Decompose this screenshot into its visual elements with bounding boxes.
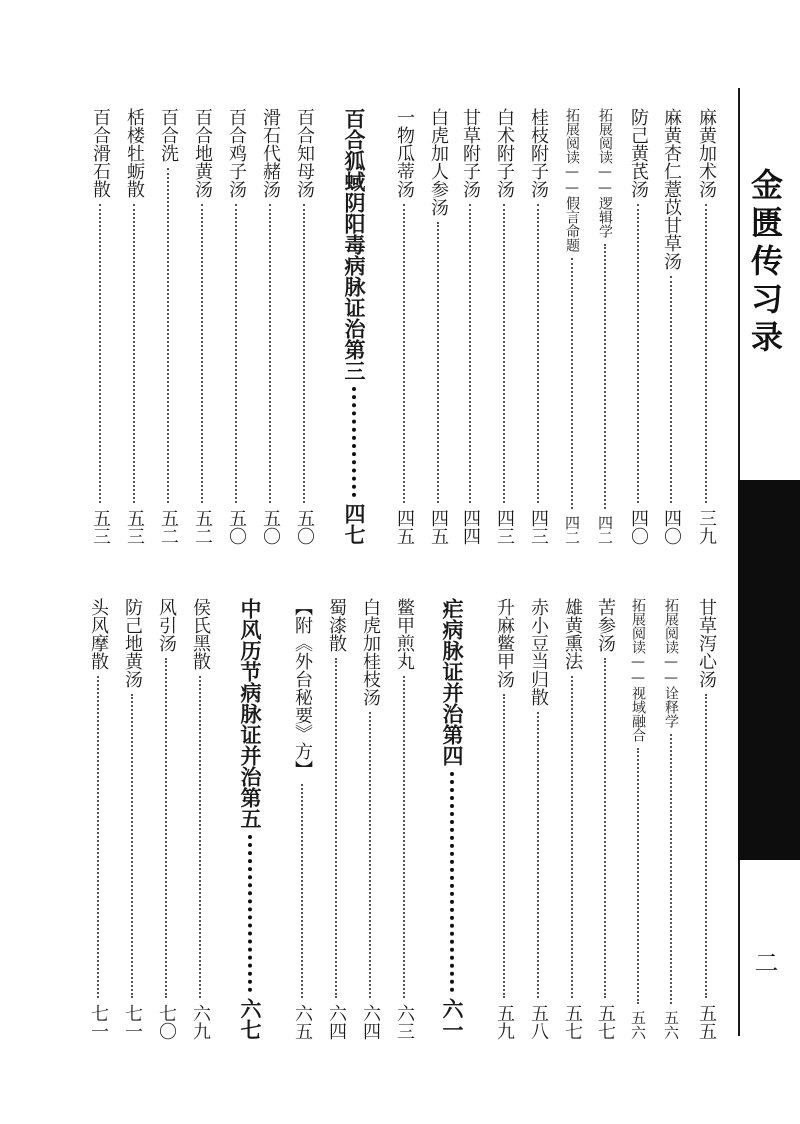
book-title: 金匮传习录	[746, 168, 784, 358]
toc-entry-page: 六一	[440, 998, 464, 1040]
toc-entry-page: 六三	[394, 1004, 415, 1040]
toc-entry-title: 栝楼牡蛎散	[124, 108, 145, 198]
toc-entry-page: 五八	[528, 1004, 549, 1040]
toc-entry-title: 甘草泻心汤	[696, 598, 717, 688]
toc-entry-page: 三九	[696, 509, 717, 545]
toc-entry-title: 百合鸡子汤	[226, 108, 247, 198]
toc-leader-dots	[352, 387, 356, 497]
toc-leader-dots	[97, 676, 99, 998]
toc-entry[interactable]	[292, 108, 316, 545]
toc-chapter-heading[interactable]	[438, 598, 466, 1040]
toc-entry-page: 四二	[596, 515, 614, 545]
toc-leader-dots	[99, 204, 101, 503]
toc-leader-dots	[670, 276, 672, 503]
toc-entry[interactable]	[659, 598, 683, 1040]
section-tab-marker	[738, 480, 800, 860]
toc-entry[interactable]	[188, 598, 212, 1040]
toc-leader-dots	[165, 658, 167, 998]
toc-entry-title: 拓展阅读——假言命题	[564, 108, 580, 252]
toc-entry[interactable]	[492, 598, 516, 1040]
toc-entry-title: 白虎加人参汤	[428, 108, 449, 216]
toc-entry[interactable]	[120, 598, 144, 1040]
toc-entry-page: 五五	[696, 1004, 717, 1040]
toc-entry-title: 麻黄加术汤	[696, 108, 717, 198]
toc-entry-page: 四二	[563, 515, 581, 545]
toc-leader-dots	[604, 244, 606, 509]
toc-entry-title: 百合地黄汤	[192, 108, 213, 198]
toc-leader-dots	[403, 204, 405, 503]
toc-entry-title: 雄黄熏法	[562, 598, 583, 670]
toc-entry-title: 侯氏黑散	[190, 598, 211, 670]
toc-entry-page: 六五	[292, 1004, 313, 1040]
toc-entry-title: 鳖甲煎丸	[394, 598, 415, 670]
toc-leader-dots	[637, 748, 639, 1004]
toc-entry-title: 头风摩散	[88, 598, 109, 670]
toc-entry-title: 百合滑石散	[90, 108, 111, 198]
toc-leader-dots	[369, 712, 371, 998]
toc-entry-title: 滑石代赭汤	[260, 108, 281, 198]
toc-leader-dots	[235, 204, 237, 503]
toc-entry-page: 五二	[158, 509, 179, 545]
toc-leader-dots	[133, 204, 135, 503]
toc-leader-dots	[450, 772, 454, 992]
toc-entry[interactable]	[659, 108, 683, 545]
toc-entry-title: 防己黄芪汤	[628, 108, 649, 198]
toc-entry[interactable]	[526, 598, 550, 1040]
toc-entry-page: 五七	[595, 1004, 616, 1040]
toc-entry-title: 蜀漆散	[326, 598, 347, 652]
toc-entry-page: 五三	[90, 509, 111, 545]
toc-leader-dots	[303, 204, 305, 503]
toc-entry-title: 中风历节病脉证并治第五	[238, 598, 262, 829]
toc-entry[interactable]	[492, 108, 516, 545]
toc-chapter-heading[interactable]	[236, 598, 264, 1040]
toc-entry-page: 七一	[122, 1004, 143, 1040]
toc-leader-dots	[637, 204, 639, 503]
toc-leader-dots	[201, 204, 203, 503]
toc-entry-page: 五二	[192, 509, 213, 545]
toc-leader-dots	[537, 204, 539, 503]
toc-leader-dots	[604, 658, 606, 998]
toc-entry-page: 六七	[238, 998, 262, 1040]
toc-entry[interactable]	[694, 108, 718, 545]
toc-entry[interactable]	[526, 108, 550, 545]
toc-entry-title: 甘草附子汤	[460, 108, 481, 198]
toc-leader-dots	[199, 676, 201, 998]
toc-entry-page: 五〇	[294, 509, 315, 545]
toc-leader-dots	[469, 204, 471, 503]
toc-entry-title: 麻黄杏仁薏苡甘草汤	[661, 108, 682, 270]
toc-entry[interactable]	[426, 108, 450, 545]
toc-entry[interactable]	[324, 598, 348, 1040]
toc-leader-dots	[335, 658, 337, 998]
toc-entry-page: 四五	[428, 509, 449, 545]
toc-entry[interactable]	[392, 108, 416, 545]
toc-leader-dots	[705, 694, 707, 998]
toc-entry[interactable]	[593, 598, 617, 1040]
toc-entry-title: 百合狐蜮阴阳毒病脉证治第三	[342, 108, 366, 381]
toc-entry[interactable]	[626, 108, 650, 545]
toc-entry-title: 拓展阅读——视域融合	[630, 598, 646, 742]
toc-entry[interactable]	[86, 598, 110, 1040]
toc-entry-title: 防己地黄汤	[122, 598, 143, 688]
toc-entry-title: 风引汤	[156, 598, 177, 652]
toc-entry[interactable]	[458, 108, 482, 545]
toc-entry[interactable]	[190, 108, 214, 545]
toc-entry-page: 七〇	[156, 1004, 177, 1040]
toc-entry[interactable]	[88, 108, 112, 545]
toc-entry-page: 四三	[494, 509, 515, 545]
toc-entry-page: 五〇	[226, 509, 247, 545]
toc-entry[interactable]	[156, 108, 180, 545]
toc-leader-dots	[131, 694, 133, 998]
toc-entry[interactable]	[290, 598, 314, 1040]
toc-entry-page: 四七	[342, 503, 366, 545]
toc-entry-title: 百合知母汤	[294, 108, 315, 198]
toc-entry-page: 五七	[562, 1004, 583, 1040]
toc-entry-title: 白术附子汤	[494, 108, 515, 198]
toc-entry[interactable]	[694, 598, 718, 1040]
toc-entry[interactable]	[154, 598, 178, 1040]
toc-entry-page: 五六	[629, 1010, 647, 1040]
toc-entry[interactable]	[224, 108, 248, 545]
toc-leader-dots	[670, 734, 672, 1004]
toc-entry-page: 五九	[494, 1004, 515, 1040]
toc-entry[interactable]	[560, 108, 584, 545]
toc-entry-title: 苦参汤	[595, 598, 616, 652]
toc-entry-page: 七一	[88, 1004, 109, 1040]
toc-leader-dots	[503, 204, 505, 503]
toc-entry-title: 桂枝附子汤	[528, 108, 549, 198]
toc-leader-dots	[705, 204, 707, 503]
toc-chapter-heading[interactable]	[340, 108, 368, 545]
toc-leader-dots	[571, 676, 573, 998]
toc-entry-page: 六四	[326, 1004, 347, 1040]
toc-leader-dots	[571, 258, 573, 509]
toc-leader-dots	[537, 712, 539, 998]
toc-entry-page: 四〇	[661, 509, 682, 545]
toc-entry[interactable]	[392, 598, 416, 1040]
toc-entry[interactable]	[626, 598, 650, 1040]
page-number: 二	[750, 950, 778, 974]
toc-entry-page: 五三	[124, 509, 145, 545]
toc-entry-page: 六四	[360, 1004, 381, 1040]
toc-entry-title: 赤小豆当归散	[528, 598, 549, 706]
toc-entry-page: 六九	[190, 1004, 211, 1040]
toc-entry-page: 五六	[662, 1010, 680, 1040]
toc-entry-page: 四五	[394, 509, 415, 545]
toc-entry-title: 拓展阅读——逻辑学	[597, 108, 613, 238]
toc-entry-title: 疟病脉证并治第四	[440, 598, 464, 766]
toc-leader-dots	[248, 835, 252, 992]
toc-leader-dots	[437, 222, 439, 503]
toc-leader-dots	[167, 168, 169, 503]
toc-entry[interactable]	[560, 598, 584, 1040]
toc-entry[interactable]	[122, 108, 146, 545]
toc-leader-dots	[269, 204, 271, 503]
toc-entry-title: 拓展阅读——诠释学	[663, 598, 679, 728]
toc-entry-title: 一物瓜蒂汤	[394, 108, 415, 198]
toc-entry-page: 四〇	[628, 509, 649, 545]
toc-entry-page: 四四	[460, 509, 481, 545]
toc-leader-dots	[301, 784, 303, 998]
toc-entry-page: 五〇	[260, 509, 281, 545]
toc-leader-dots	[503, 694, 505, 998]
toc-entry-page: 四三	[528, 509, 549, 545]
toc-entry-title: 白虎加桂枝汤	[360, 598, 381, 706]
toc-entry-title: 【附《外台秘要》方】	[292, 598, 313, 778]
toc-entry-title: 百合洗	[158, 108, 179, 162]
toc-entry-title: 升麻鳖甲汤	[494, 598, 515, 688]
toc-entry[interactable]	[358, 598, 382, 1040]
toc-entry[interactable]	[258, 108, 282, 545]
toc-leader-dots	[403, 676, 405, 998]
toc-entry[interactable]	[593, 108, 617, 545]
